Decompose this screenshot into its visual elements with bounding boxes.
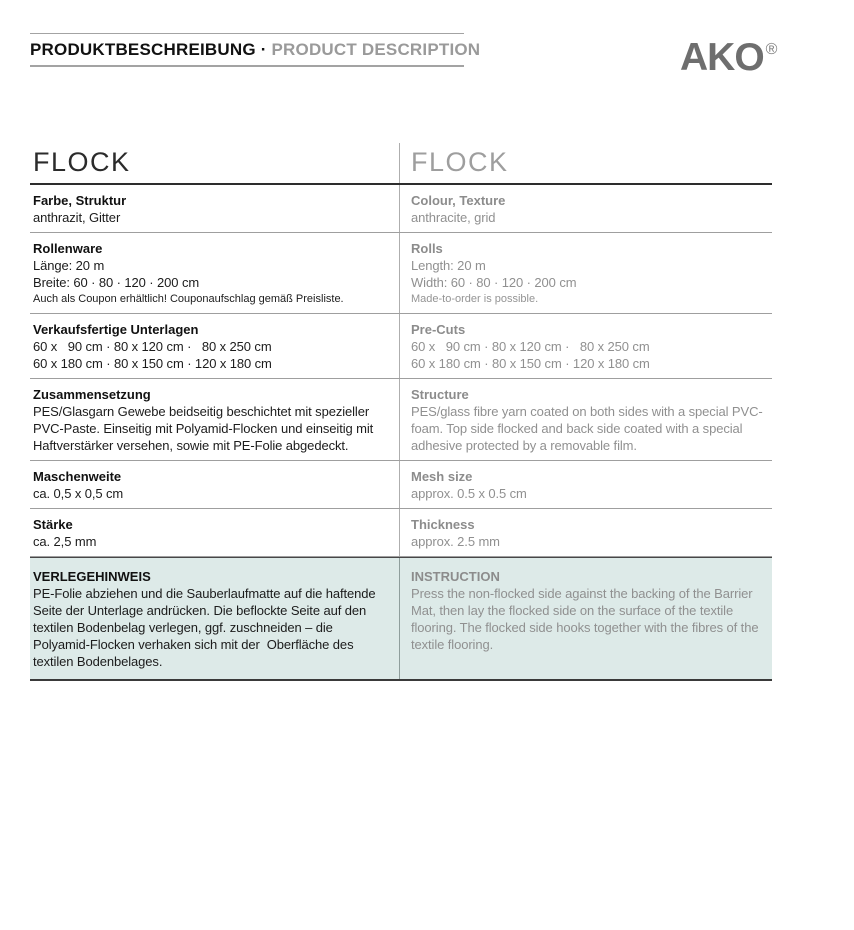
rolls-length-en: Length: 20 m — [411, 258, 486, 273]
structure-text-de: PES/Glasgarn Gewebe beidseitig beschichtet mit spezieller PVC-Paste. Einseitig mit Polyamid-Flocken und einseitig mit Haftverstärker versehen, sowie mit PE-Folie abgedeckt. — [33, 404, 377, 453]
section-precuts — [30, 314, 772, 379]
mesh-value-de: ca. 0,5 x 0,5 cm — [33, 486, 124, 501]
rolls-note-en: Made-to-order is possible. — [411, 293, 539, 305]
mesh-heading-en: Mesh size — [411, 469, 473, 484]
section-colour-texture — [30, 185, 772, 233]
thickness-heading-en: Thickness — [411, 517, 475, 532]
product-spec-table — [30, 143, 772, 681]
instruction-text-de: PE-Folie abziehen und die Sauberlaufmatte auf die haftende Seite der Unterlage andrücken. Die beflockte Seite auf den textilen Bodenbelag verlegen, ggf. zuschneiden – die Polyamid-Flocken verhaken sich mit der Oberfläche des textilen Bodenbelages. — [33, 586, 380, 669]
mesh-value-en: approx. 0.5 x 0.5 cm — [411, 486, 527, 501]
precuts-sizes2-en: 60 x 180 cm · 80 x 150 cm · 120 x 180 cm — [411, 356, 650, 371]
header-title-english: PRODUCT DESCRIPTION — [271, 40, 481, 59]
rolls-width-en: Width: 60 · 80 · 120 · 200 cm — [411, 275, 577, 290]
precuts-sizes2-de: 60 x 180 cm · 80 x 150 cm · 120 x 180 cm — [33, 356, 272, 371]
colour-heading-en: Colour, Texture — [411, 193, 506, 208]
precuts-sizes1-en: 60 x 90 cm · 80 x 120 cm · 80 x 250 cm — [411, 339, 650, 354]
instruction-text-en: Press the non-flocked side against the backing of the Barrier Mat, then lay the flocked side on the surface of the textile flooring. The flocked side hooks together with the fibres of the textile flooring. — [411, 586, 762, 652]
colour-value-en: anthracite, grid — [411, 210, 496, 225]
rolls-heading-en: Rolls — [411, 241, 443, 256]
precuts-heading-de: Verkaufsfertige Unterlagen — [33, 322, 199, 337]
precuts-sizes1-de: 60 x 90 cm · 80 x 120 cm · 80 x 250 cm — [33, 339, 272, 354]
instruction-heading-de: VERLEGEHINWEIS — [33, 569, 151, 584]
mesh-heading-de: Maschenweite — [33, 469, 122, 484]
section-instruction-highlight — [30, 557, 772, 681]
brand-logo — [680, 36, 778, 79]
rolls-heading-de: Rollenware — [33, 241, 103, 256]
section-structure — [30, 379, 772, 461]
thickness-heading-de: Stärke — [33, 517, 73, 532]
product-title-german: FLOCK — [33, 147, 131, 177]
rolls-length-de: Länge: 20 m — [33, 258, 105, 273]
instruction-heading-en: INSTRUCTION — [411, 569, 500, 584]
thickness-value-de: ca. 2,5 mm — [33, 534, 97, 549]
product-title-english: FLOCK — [411, 147, 509, 177]
product-title-row — [30, 143, 772, 185]
rolls-note-de: Auch als Coupon erhältlich! Couponaufschlag gemäß Preisliste. — [33, 293, 344, 305]
section-rolls — [30, 233, 772, 314]
section-thickness — [30, 509, 772, 557]
header-title-german: PRODUKTBESCHREIBUNG — [30, 40, 256, 59]
colour-heading-de: Farbe, Struktur — [33, 193, 127, 208]
document-header — [30, 33, 481, 67]
colour-value-de: anthrazit, Gitter — [33, 210, 121, 225]
rolls-width-de: Breite: 60 · 80 · 120 · 200 cm — [33, 275, 200, 290]
section-mesh-size — [30, 461, 772, 509]
header-separator: · — [260, 40, 267, 59]
structure-heading-en: Structure — [411, 387, 469, 402]
logo-text: AKO — [680, 36, 764, 79]
registered-trademark-mark: ® — [765, 41, 778, 58]
structure-text-en: PES/glass fibre yarn coated on both sides with a special PVC-foam. Top side flocked and back side coated with a special adhesive protected by a removable film. — [411, 404, 763, 453]
structure-heading-de: Zusammensetzung — [33, 387, 151, 402]
precuts-heading-en: Pre-Cuts — [411, 322, 466, 337]
thickness-value-en: approx. 2.5 mm — [411, 534, 500, 549]
